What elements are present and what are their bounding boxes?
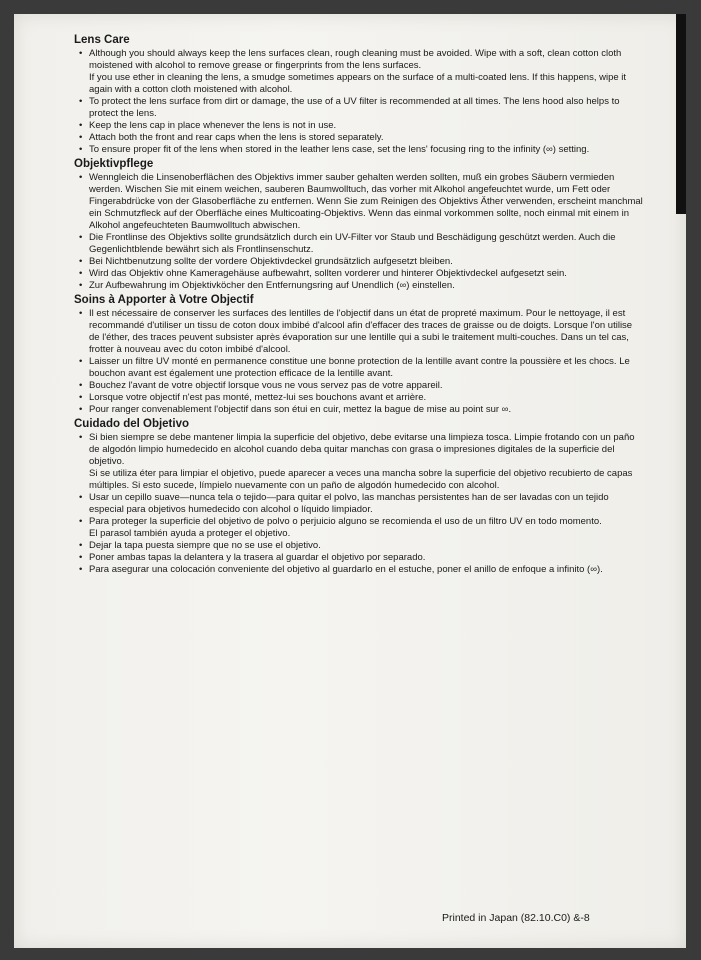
bullet-text: Usar un cepillo suave—nunca tela o tejido—para quitar el polvo, las manchas persistentes han de ser lavadas con un tejido especial para objetivos humedecido con alcohol o líquido limpiador. [89,492,609,515]
bullet-item [78,308,644,356]
bullet-list [78,432,644,576]
section [74,417,644,576]
bullet-item [78,96,644,120]
bullet-text: To protect the lens surface from dirt or damage, the use of a UV filter is recommended at all times. The lens hood also helps to protect the lens. [89,96,620,119]
bullet-item [78,120,644,132]
bullet-text: Dejar la tapa puesta siempre que no se use el objetivo. [89,540,321,551]
bullet-item [78,432,644,492]
bullet-list [78,308,644,416]
bullet-text: Laisser un filtre UV monté en permanence constitue une bonne protection de la lentille avant contre la poussière et les chocs. Le bouchon avant est également une protection efficace de la lentille avant. [89,356,630,379]
bullet-continuation-text: Si se utiliza éter para limpiar el objetivo, puede aparecer a veces una mancha sobre la superficie del objetivo recubierto de capas múltiples. Si esto sucede, límpielo nuevamente con un paño de algodón humedecido con alcohol. [89,468,633,491]
bullet-text: Para asegurar una colocación conveniente del objetivo al guardarlo en el estuche, poner el anillo de enfoque a infinito (∞). [89,564,603,575]
bullet-item [78,392,644,404]
bullet-text: Il est nécessaire de conserver les surfaces des lentilles de l'objectif dans un état de propreté maximum. Pour le nettoyage, il est recommandé d'utiliser un tissu de coton doux imbibé d'alcool afin d'effacer des traces de graisse ou de doigts. Lorsque l'on utilise de l'éther, des traces peuvent subsister après évaporation sur une lentille qui a subi le traitement multi-couches. Dans un tel cas, frotter à nouveau avec du coton imbibé d'alcool. [89,308,633,355]
page-content [74,32,644,576]
bullet-item [78,540,644,552]
binding-edge [676,14,686,214]
section-title: Objektivpflege [74,158,154,170]
bullet-text: Although you should always keep the lens surfaces clean, rough cleaning must be avoided. Wipe with a soft, clean cotton cloth moistened with alcohol to remove grease or fingerprints from the lens surfaces. [89,48,622,71]
bullet-text: Si bien siempre se debe mantener limpia la superficie del objetivo, debe evitarse una limpieza tosca. Limpie frotando con un paño de algodón limpio humedecido en alcohol cuando deba quitar manchas con grasa o impresiones digitales de la superficie del objetivo. [89,432,635,467]
bullet-item [78,256,644,268]
bullet-text: Keep the lens cap in place whenever the lens is not in use. [89,120,337,131]
bullet-item [78,552,644,564]
bullet-text: Die Frontlinse des Objektivs sollte grundsätzlich durch ein UV-Filter vor Staub und Beschädigung geschützt werden. Auch die Gegenlichtblende bewährt sich als Frontlinsenschutz. [89,232,616,255]
section [74,157,644,292]
bullet-item [78,172,644,232]
bullet-item [78,268,644,280]
bullet-continuation-text: El parasol también ayuda a proteger el objetivo. [89,528,291,539]
bullet-list [78,172,644,292]
section-title: Lens Care [74,34,130,46]
bullet-text: Attach both the front and rear caps when the lens is stored separately. [89,132,384,143]
bullet-text: Lorsque votre objectif n'est pas monté, mettez-lui ses bouchons avant et arrière. [89,392,427,403]
bullet-item [78,492,644,516]
bullet-item [78,232,644,256]
bullet-item [78,132,644,144]
bullet-text: To ensure proper fit of the lens when stored in the leather lens case, set the lens' focusing ring to the infinity (∞) setting. [89,144,590,155]
section-title: Cuidado del Objetivo [74,418,190,430]
bullet-item [78,48,644,96]
bullet-text: Wird das Objektiv ohne Kameragehäuse aufbewahrt, sollten vorderer und hinterer Objektivdeckel aufgesetzt sein. [89,268,567,279]
bullet-item [78,516,644,540]
bullet-item [78,280,644,292]
bullet-item [78,564,644,576]
bullet-continuation-text: If you use ether in cleaning the lens, a smudge sometimes appears on the surface of a multi-coated lens. If this happens, wipe it again with a cotton cloth moistened with alcohol. [89,72,627,95]
bullet-item [78,144,644,156]
manual-page [14,14,686,948]
section [74,33,644,156]
bullet-text: Bei Nichtbenutzung sollte der vordere Objektivdeckel grundsätzlich aufgesetzt bleiben. [89,256,453,267]
bullet-text: Zur Aufbewahrung im Objektivköcher den Entfernungsring auf Unendlich (∞) einstellen. [89,280,455,291]
section [74,293,644,416]
section-title: Soins à Apporter à Votre Objectif [74,294,254,306]
bullet-text: Poner ambas tapas la delantera y la trasera al guardar el objetivo por separado. [89,552,426,563]
bullet-item [78,404,644,416]
bullet-item [78,380,644,392]
bullet-item [78,356,644,380]
print-footer: Printed in Japan (82.10.C0) &-8 [442,912,590,924]
bullet-text: Pour ranger convenablement l'objectif dans son étui en cuir, mettez la bague de mise au point sur ∞. [89,404,512,415]
bullet-text: Para proteger la superficie del objetivo de polvo o perjuicio alguno se recomienda el uso de un filtro UV en todo momento. [89,516,602,527]
bullet-text: Bouchez l'avant de votre objectif lorsque vous ne vous servez pas de votre appareil. [89,380,443,391]
bullet-text: Wenngleich die Linsenoberflächen des Objektivs immer sauber gehalten werden sollten, muß ein grobes Säubern vermieden werden. Wischen Sie mit einem weichen, sauberen Baumwolltuch, das vorher mit Alkohol angefeuchtet wurde, um Fett oder Fingerabdrücke von der Glasoberfläche zu entfernen. Wenn Sie zum Reinigen des Objektivs Äther verwenden, erscheint manchmal ein Schmutzfleck auf der Oberfläche eines Multicoating-Objektivs. Wenn das einmal vorkommen sollte, noch einmal mit einem in Alkohol angefeuchteten Baumwolltuch abwischen. [89,172,643,231]
bullet-list [78,48,644,156]
